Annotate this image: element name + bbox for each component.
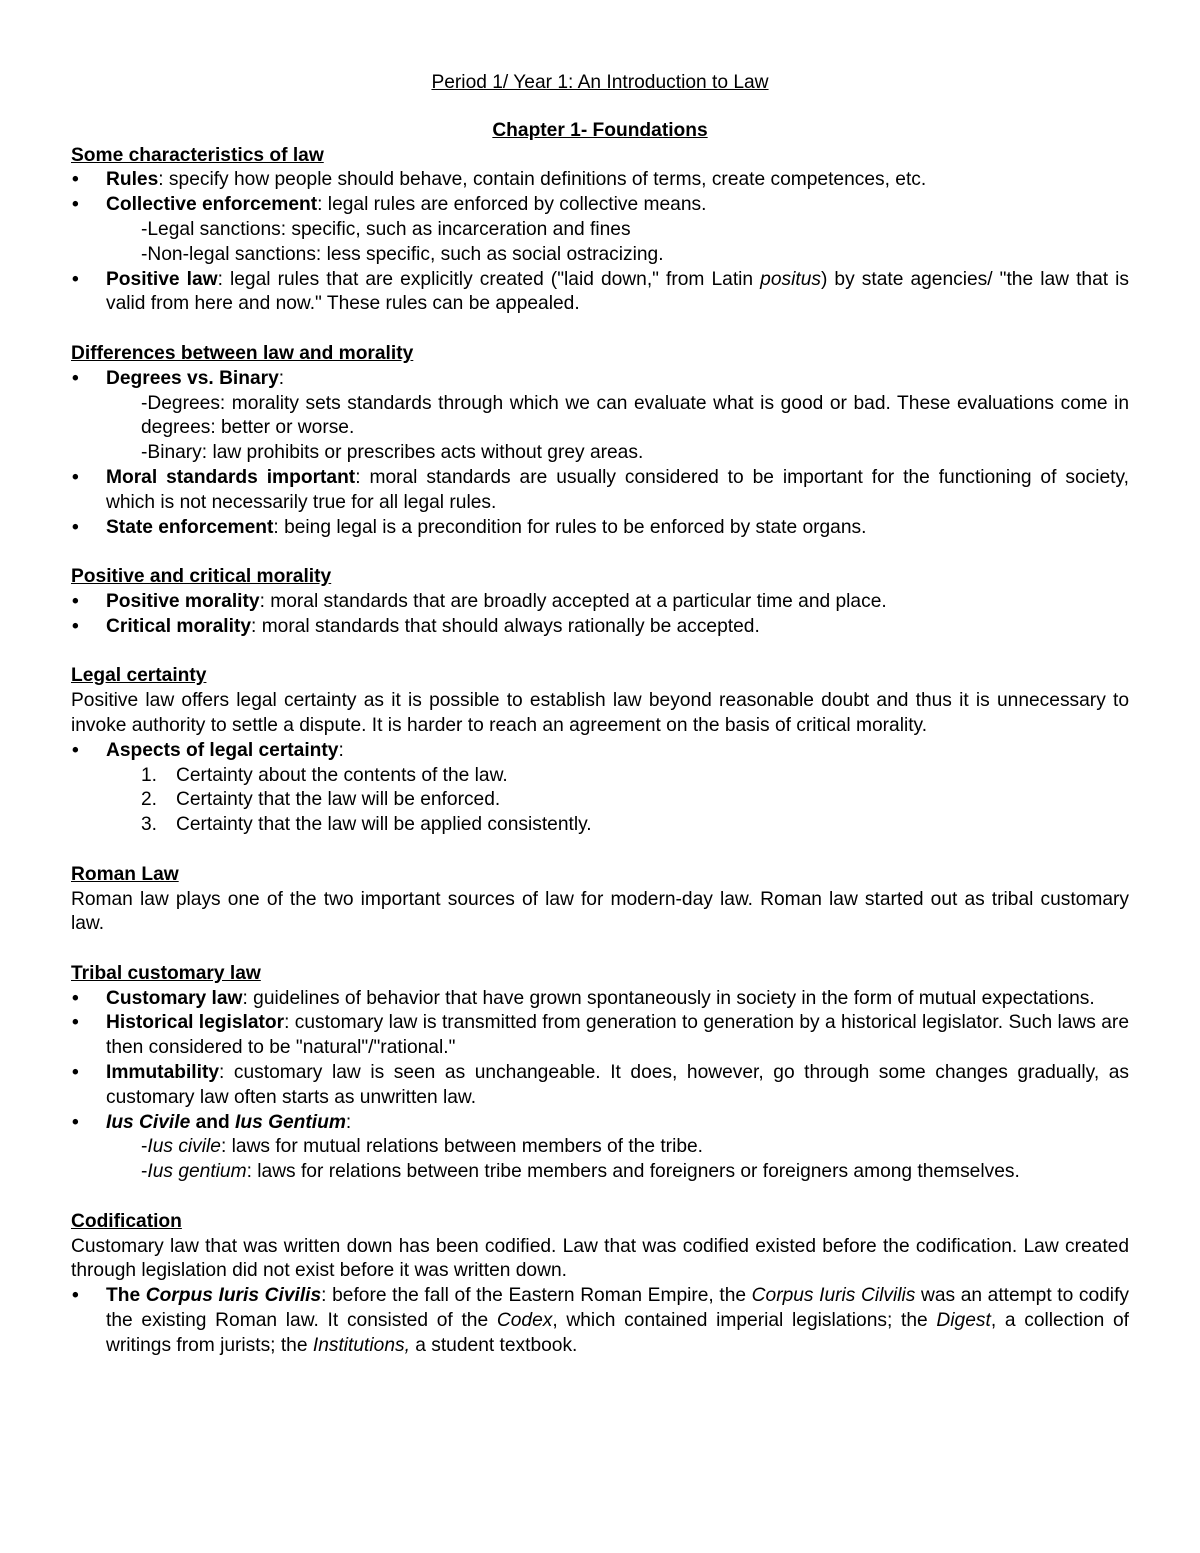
italic-term: positus	[760, 268, 821, 290]
term: Collective enforcement	[106, 194, 318, 216]
dash: -	[141, 1161, 148, 1183]
section-differences	[71, 342, 1129, 540]
section-codification	[71, 1210, 1129, 1359]
term: Customary law	[106, 987, 243, 1009]
definition: : legal rules are enforced by collective means.	[317, 194, 707, 216]
section-heading: Tribal customary law	[71, 962, 261, 984]
italic-term: Codex	[496, 1310, 553, 1332]
paragraph: Roman law plays one of the two important sources of law for modern-day law. Roman law started out as tribal customary law.	[71, 888, 1129, 935]
list-item	[71, 1284, 1129, 1358]
term: Immutability	[106, 1062, 220, 1084]
definition: : legal rules that are explicitly created ("laid down," from Latin	[217, 268, 761, 290]
section-positive-critical	[71, 565, 1129, 639]
list-item	[71, 1061, 1129, 1111]
definition: :	[338, 739, 344, 761]
section-heading: Differences between law and morality	[71, 342, 414, 364]
term: Corpus Iuris Civilis	[145, 1285, 322, 1307]
list-item	[71, 590, 1129, 615]
section-legal-certainty	[71, 664, 1129, 838]
sub-item	[71, 1135, 1129, 1160]
item-text: Certainty that the law will be applied consistently.	[176, 814, 592, 836]
document-page	[71, 71, 1129, 1359]
paragraph: Customary law that was written down has been codified. Law that was codified existed before the codification. Law created through legislation did not exist before it was written down.	[71, 1235, 1129, 1282]
definition: :	[345, 1111, 352, 1133]
numbered-item	[71, 788, 1129, 813]
sub-item: -Binary: law prohibits or prescribes acts without grey areas.	[141, 442, 644, 464]
dash: -	[141, 1136, 148, 1158]
list-item	[71, 516, 1129, 541]
definition: was an attempt to codify the existing Roman law. It consisted of the	[106, 1285, 1129, 1332]
item-number: 3.	[141, 814, 158, 836]
list-item	[71, 367, 1129, 392]
list-item	[71, 739, 1129, 764]
term-article: The	[106, 1285, 146, 1307]
term: Ius Gentium	[235, 1111, 346, 1133]
list-item	[71, 987, 1129, 1012]
term: Aspects of legal certainty	[106, 739, 339, 761]
list-item	[71, 1111, 1129, 1136]
definition: : being legal is a precondition for rules to be enforced by state organs.	[273, 516, 867, 538]
definition: : laws for relations between tribe members and foreigners or foreigners among themselves.	[246, 1161, 1020, 1183]
italic-term: Ius civile	[147, 1136, 221, 1158]
term: Ius Civile	[106, 1111, 191, 1133]
definition: , which contained imperial legislations; the	[552, 1310, 937, 1332]
italic-term: Institutions,	[312, 1334, 410, 1356]
sub-item	[71, 1160, 1129, 1185]
section-heading: Some characteristics of law	[71, 144, 324, 166]
definition: ) by state agencies/ "the law that is valid from here and now." These rules can be appealed.	[106, 268, 1130, 315]
term: Positive morality	[106, 590, 260, 612]
italic-term: Ius gentium	[147, 1161, 247, 1183]
definition: : moral standards that should always rationally be accepted.	[251, 615, 760, 637]
definition: : laws for mutual relations between members of the tribe.	[220, 1136, 704, 1158]
italic-term: Digest	[936, 1310, 991, 1332]
definition: : moral standards are usually considered to be important for the functioning of society, which is not necessarily true for all legal rules.	[106, 466, 1129, 513]
section-characteristics	[71, 144, 1129, 318]
definition: : guidelines of behavior that have grown spontaneously in society in the form of mutual expectations.	[242, 987, 1095, 1009]
chapter-title: Chapter 1- Foundations	[492, 119, 708, 141]
sub-item: -Degrees: morality sets standards through which we can evaluate what is good or bad. These evaluations come in degrees: better or worse.	[141, 392, 1129, 439]
item-number: 2.	[141, 789, 158, 811]
term: Historical legislator	[106, 1012, 285, 1034]
definition: :	[278, 367, 285, 389]
definition: : moral standards that are broadly accepted at a particular time and place.	[259, 590, 887, 612]
section-tribal-customary-law	[71, 962, 1129, 1185]
italic-term: Corpus Iuris Cilvilis	[751, 1285, 916, 1307]
definition: , a collection of writings from jurists; the	[106, 1310, 1129, 1356]
section-heading: Codification	[71, 1210, 182, 1232]
list-item	[71, 168, 1129, 193]
sub-item: -Non-legal sanctions: less specific, such as social ostracizing.	[141, 243, 664, 265]
definition: a student textbook.	[409, 1334, 578, 1356]
document-title: Period 1/ Year 1: An Introduction to Law	[431, 72, 769, 93]
term: State enforcement	[106, 516, 274, 538]
section-heading: Legal certainty	[71, 665, 207, 687]
term: Degrees vs. Binary	[106, 367, 279, 389]
numbered-item	[71, 764, 1129, 789]
list-item	[71, 615, 1129, 640]
item-number: 1.	[141, 764, 158, 786]
definition: : customary law is transmitted from generation to generation by a historical legislator. Such laws are then considered to be "natural"/"rational."	[106, 1012, 1129, 1059]
list-item	[71, 1011, 1129, 1061]
term: Critical morality	[106, 615, 252, 637]
sub-item: -Legal sanctions: specific, such as incarceration and fines	[141, 218, 631, 240]
section-heading: Positive and critical morality	[71, 566, 332, 588]
paragraph: Positive law offers legal certainty as it is possible to establish law beyond reasonable doubt and thus it is unnecessary to invoke authority to settle a dispute. It is harder to reach an agreement on the basis of critical morality.	[71, 690, 1129, 736]
term-connector: and	[190, 1111, 236, 1133]
list-item	[71, 193, 1129, 218]
numbered-item	[71, 813, 1129, 838]
term: Moral standards important	[106, 466, 356, 488]
term: Rules	[106, 169, 159, 191]
list-item	[71, 466, 1129, 516]
definition: : before the fall of the Eastern Roman Empire, the	[321, 1285, 752, 1307]
definition: : customary law is seen as unchangeable. It does, however, go through some changes gradually, as customary law often starts as unwritten law.	[106, 1062, 1129, 1108]
definition: : specify how people should behave, contain definitions of terms, create competences, etc.	[158, 169, 927, 191]
section-heading: Roman Law	[71, 863, 179, 885]
section-roman-law	[71, 863, 1129, 937]
term: Positive law	[106, 268, 218, 290]
item-text: Certainty about the contents of the law.	[176, 764, 508, 786]
item-text: Certainty that the law will be enforced.	[176, 789, 501, 811]
list-item	[71, 268, 1129, 318]
